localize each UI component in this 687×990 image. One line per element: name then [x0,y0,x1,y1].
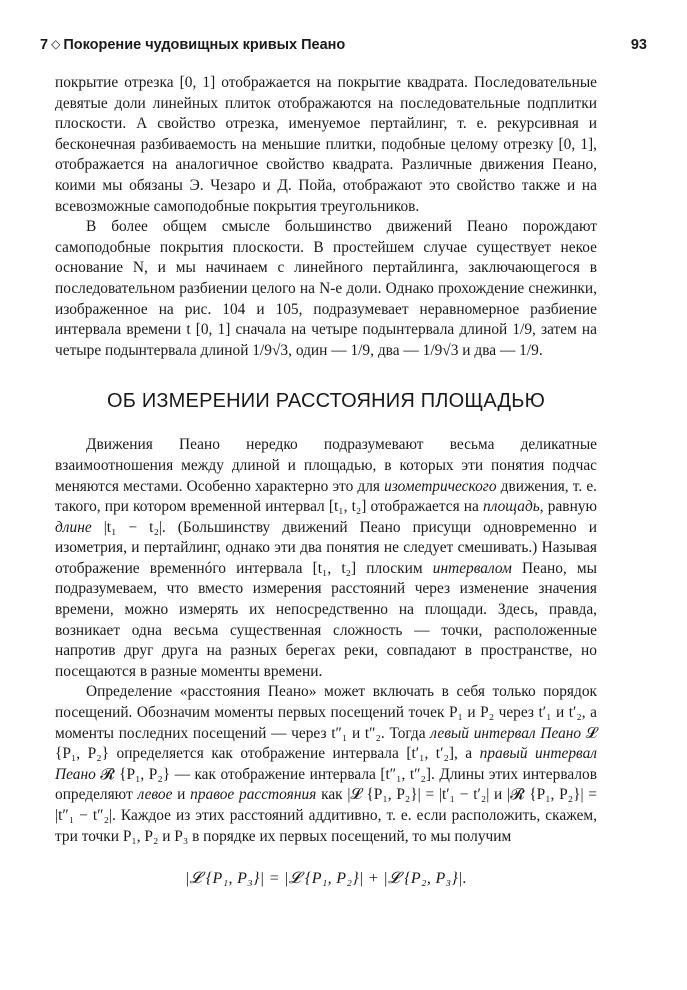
italic-term: изометрического [384,477,497,495]
text-run: и [172,786,191,804]
paragraph-1: покрытие отрезка [0, 1] отображается на покрытие квадрата. Последовательные девятые доли линейных плиток отображаются на последовательные подплитки плоскости. А свойство отрезка, именуемое пертайлинг, т. е. рекурсивная и бесконечная разбиваемость на меньшие плитки, подобные целому отрезку [0, 1], отображается на аналогичное свойство квадрата. Различные движения Пеано, коими мы обязаны Э. Чезаро и Д. Пойа, отображают это свойство также и на всевозможные самоподобные покрытия треугольников. [55,74,597,215]
text-run: движения, т. е. такого, при котором временной интервал [t₁, t₂] отображается на [55,477,597,516]
display-formula: |𝓛 {P₁, P₃}| = |𝓛 {P₁, P₂}| + |𝓛 {P₂, P₃}|. [184,870,468,888]
body-text [55,73,597,890]
text-run: Движения Пеано нередко подразумевают весьма деликатные взаимоотношения между длиной и площадью, в которых эти понятия подчас меняются местами. Особенно характерно это для [55,436,597,495]
text-run: |t₁ − t₂|. (Большинству движений Пеано присущи одновременно и изометрия, и пертайлинг, однако эти два понятия не следует смешивать.) Называя отображение временнóго интервала [t₁, t₂] плоским [55,518,597,577]
diamond-separator-icon: ◇ [51,37,61,51]
text-run: Определение «расстояния Пеано» может включать в себя только порядок посещений. Обозначим моменты первых посещений точек P₁ и P₂ через t′₁ и t′₂, а моменты последних посещений — через t″₁ и t″₂. Тогда [55,683,597,742]
italic-term: левый интервал Пеано [430,724,582,742]
paragraph-2: В более общем смысле большинство движений Пеано порождают самоподобные покрытия плоскости. В простейшем случае существует некое основание N, и мы начинаем с линейного пертайлинга, заключающегося в последовательном разбиении целого на N-е доли. Однако прохождение снежинки, изображенное на рис. 104 и 105, подразумевает неравномерное разбиение интервала времени t [0, 1] сначала на четыре подынтервала длиной 1/9, затем на четыре подынтервала длиной 1/9√3, один — 1/9, два — 1/9√3 и два — 1/9. [55,218,597,359]
italic-term: площадь [483,498,540,516]
text-run: , равную [539,498,597,516]
text-run: как |𝓛 {P₁, P₂}| = |t′₁ − t′₂| и |𝓡 {P₁, P₂}| = |t″₁ − t″₂|. Каждое из этих расстояний аддитивно, т. е. если расположить, скажем, три точки P₁, P₂ и P₃ в порядке их первых посещений, то мы получим [55,786,597,845]
chapter-number: 7 [40,37,49,53]
page-number: 93 [630,37,647,53]
italic-term: правый интервал Пеано [55,745,598,783]
chapter-title-line [40,37,345,53]
chapter-title: Покорение чудовищных кривых Пеано [63,37,346,53]
italic-term: левое [137,786,173,804]
section-heading: ОБ ИЗМЕРЕНИИ РАССТОЯНИЯ ПЛОЩАДЬЮ [106,390,546,413]
paragraph-4 [55,682,597,847]
paragraph-3 [55,435,597,682]
italic-term: интервалом [432,559,512,577]
text-run: Пеано, мы подразумеваем, что вместо измерения расстояний через изменение значения времени, можно измерять их непосредственно на площади. Здесь, правда, возникает одна весьма существенная сложность — точки, расположенные напротив друг друга на разных берегах реки, совпадают в пространстве, но посещаются в разные моменты времени. [55,559,597,680]
italic-term: длине [55,518,92,536]
text-run: 𝓛 {P₁, P₂} определяется как отображение интервала [t′₁, t′₂], а [55,724,597,763]
italic-term: правое расстояния [190,786,317,804]
text-run: 𝓡 {P₁, P₂} — как отображение интервала [t″₁, t″₂]. Длины этих интервалов определяют [55,765,597,804]
